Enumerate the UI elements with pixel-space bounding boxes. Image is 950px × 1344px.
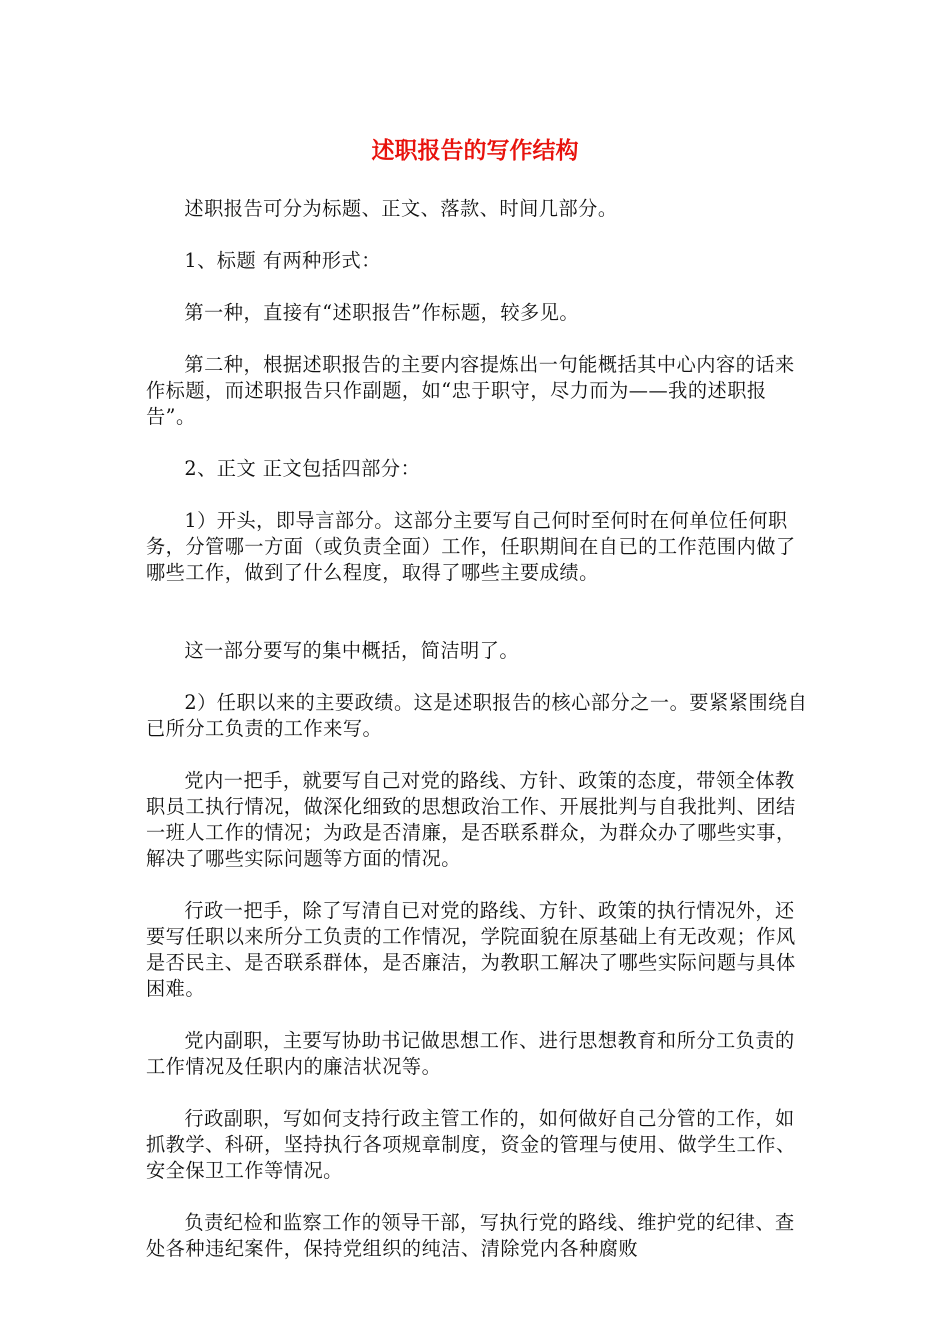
paragraph-body-section: 2、正文 正文包括四部分：: [184, 457, 421, 480]
paragraph-admin-leader: 行政一把手，除了写清自已对党的路线、方针、政策的执行情况外，还要写任职以来所分工负责的工作情况，学院面貌在原基础上有无改观；作风是否民主、是否联系群体，是否廉洁，为教职工解决了哪些实际问题与具体困难。: [146, 899, 796, 1000]
paragraph-party-deputy: 党内副职，主要写协助书记做思想工作、进行思想教育和所分工负责的工作情况及任职内的廉洁状况等。: [146, 1029, 795, 1078]
paragraph-party-leader: 党内一把手，就要写自己对党的路线、方针、政策的态度，带领全体教职员工执行情况，做深化细致的思想政治工作、开展批判与自我批判、团结一班人工作的情况；为政是否清廉，是否联系群众，为群众办了哪些实事，解决了哪些实际问题等方面的情况。: [146, 769, 796, 870]
paragraph-title-form-1: 第一种，直接有“述职报告”作标题，较多见。: [184, 301, 580, 324]
page-title: 述职报告的写作结构: [371, 138, 579, 164]
paragraph-title-section: 1、标题 有两种形式：: [184, 249, 381, 272]
paragraph-achievements: 2）任职以来的主要政绩。这是述职报告的核心部分之一。要紧紧围绕自已所分工负责的工作来写。: [146, 691, 808, 740]
paragraph-opening-summary: 这一部分要写的集中概括，简洁明了。: [184, 639, 520, 662]
paragraph-title-form-2: 第二种，根据述职报告的主要内容提炼出一句能概括其中心内容的话来作标题，而述职报告只作副题，如“忠于职守，尽力而为——我的述职报告”。: [146, 353, 795, 428]
paragraph-discipline: 负责纪检和监察工作的领导干部，写执行党的路线、维护党的纪律、查处各种违纪案件，保持党组织的纯洁、清除党内各种腐败: [146, 1211, 795, 1260]
document-body: [146, 196, 811, 1288]
paragraph-opening: 1）开头，即导言部分。这部分主要写自己何时至何时在何单位任何职务，分管哪一方面（或负责全面）工作，任职期间在自已的工作范围内做了哪些工作，做到了什么程度，取得了哪些主要成绩。: [146, 509, 796, 584]
paragraph-intro: 述职报告可分为标题、正文、落款、时间几部分。: [184, 197, 618, 220]
paragraph-admin-deputy: 行政副职，写如何支持行政主管工作的，如何做好自己分管的工作，如抓教学、科研，坚持执行各项规章制度，资金的管理与使用、做学生工作、安全保卫工作等情况。: [146, 1107, 796, 1182]
